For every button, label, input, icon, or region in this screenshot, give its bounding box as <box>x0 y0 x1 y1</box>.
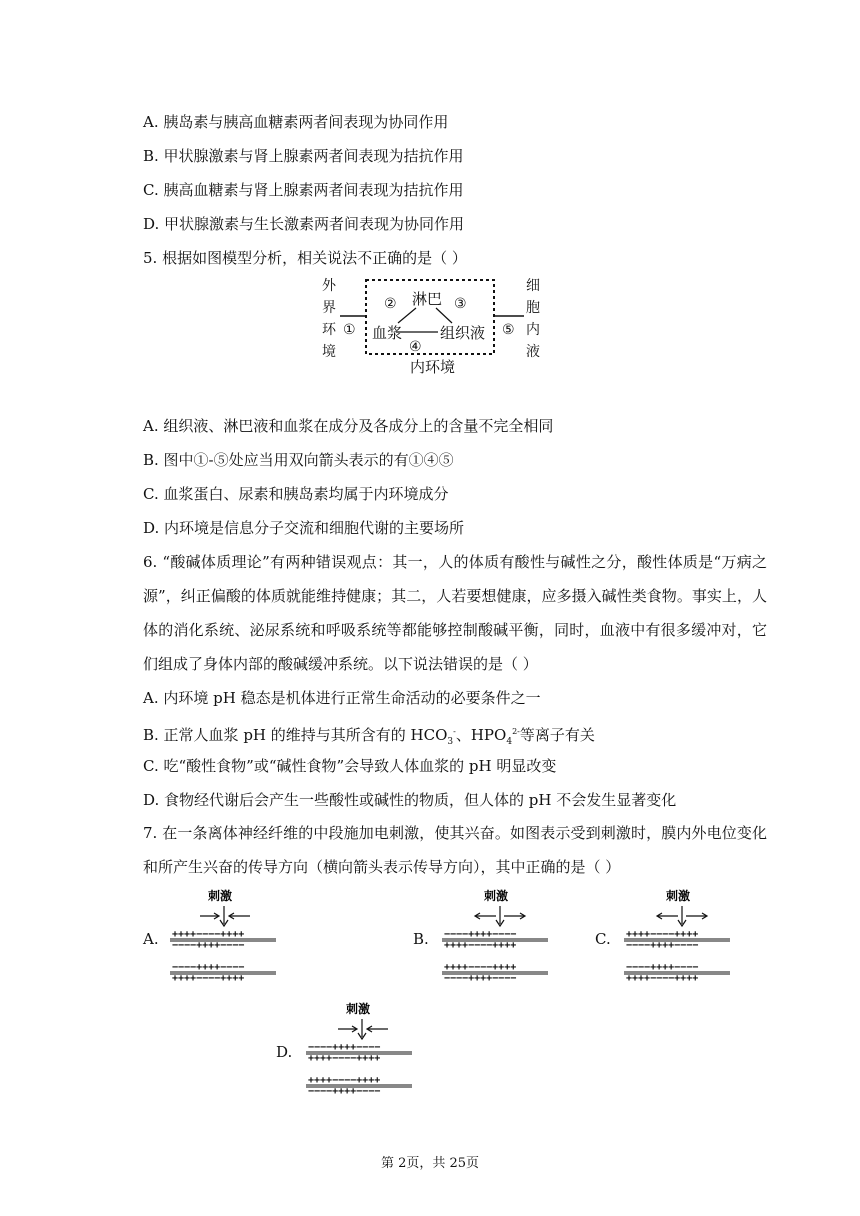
a-row-4: ++++−−−−++++ <box>172 973 245 984</box>
q6-option-b: B. 正常人血浆 pH 的维持与其所含有的 $HCO_3^-$、$HPO_4^{2-}$等离子有关 <box>143 726 595 747</box>
cell-label-2: 胞 <box>526 300 540 316</box>
q4-option-b: B. 甲状腺激素与肾上腺素两者间表现为拮抗作用 <box>143 147 464 165</box>
q6-stem: 6. “酸碱体质理论”有两种错误观点：其一，人的体质有酸性与碱性之分，酸性体质是“万病之源”，纠正偏酸的体质就能维持健康；其二，人若要想健康，应多摄入碱性类食物。事实上，人体的消化系统、泌尿系统和呼吸系统等都能够控制酸碱平衡，同时，血液中有很多缓冲对，它们组成了身体内部的酸碱缓冲系统。以下说法错误的是（ ） <box>143 553 767 673</box>
stim-label-d: 刺激 <box>346 1002 371 1016</box>
a-row-2: −−−−++++−−−− <box>172 940 245 951</box>
q5-option-a: A. 组织液、淋巴液和血浆在成分及各成分上的含量不完全相同 <box>143 417 554 435</box>
q4-option-d: D. 甲状腺激素与生长激素两者间表现为协同作用 <box>143 215 465 233</box>
b-row-1: −−−−++++−−−− <box>444 929 517 940</box>
inner-environment-label: 内环境 <box>410 358 456 376</box>
cell-label-4: 液 <box>526 344 540 360</box>
d-row-4: −−−−++++−−−− <box>308 1086 381 1097</box>
q4-option-c: C. 胰高血糖素与肾上腺素两者间表现为拮抗作用 <box>143 181 464 199</box>
plasma-label: 血浆 <box>372 324 403 342</box>
stim-label-a: 刺激 <box>208 889 233 903</box>
outer-label-2: 界 <box>322 300 336 316</box>
q5-option-d: D. 内环境是信息分子交流和细胞代谢的主要场所 <box>143 519 465 537</box>
num-5: ⑤ <box>502 322 515 338</box>
b-row-3: ++++−−−−++++ <box>444 962 517 973</box>
outer-label-3: 环 <box>322 322 336 338</box>
q5-option-b: B. 图中①-⑤处应当用双向箭头表示的有①④⑤ <box>143 451 454 469</box>
c-row-2: −−−−++++−−−− <box>626 940 699 951</box>
c-row-4: ++++−−−−++++ <box>626 973 699 984</box>
page-footer: 第 2页，共 25页 <box>380 1156 480 1171</box>
d-row-2: ++++−−−−++++ <box>308 1053 381 1064</box>
q7-label-c: C. <box>595 930 611 948</box>
q4-option-a: A. 胰岛素与胰高血糖素两者间表现为协同作用 <box>143 113 449 131</box>
q6-option-a: A. 内环境 pH 稳态是机体进行正常生命活动的必要条件之一 <box>143 689 541 707</box>
nerve-fiber-diagram-d <box>304 999 416 1103</box>
q7-label-d: D. <box>276 1043 293 1061</box>
q7-stem: 7. 在一条离体神经纤维的中段施加电刺激，使其兴奋。如图表示受到刺激时，膜内外电位变化和所产生兴奋的传导方向（横向箭头表示传导方向），其中正确的是（ ） <box>143 824 767 876</box>
cell-label-3: 内 <box>526 322 540 338</box>
num-4: ④ <box>409 339 422 355</box>
q7-label-a: A. <box>143 930 159 948</box>
q6-option-d: D. 食物经代谢后会产生一些酸性或碱性的物质，但人体的 pH 不会发生显著变化 <box>143 791 677 809</box>
outer-label-1: 外 <box>322 278 336 294</box>
c-row-1: ++++−−−−++++ <box>626 929 699 940</box>
q5-option-c: C. 血浆蛋白、尿素和胰岛素均属于内环境成分 <box>143 485 449 503</box>
q5-stem: 5. 根据如图模型分析，相关说法不正确的是（ ） <box>143 249 467 267</box>
num-1: ① <box>343 322 356 338</box>
num-3: ③ <box>454 296 467 312</box>
nerve-fiber-diagram-c <box>622 886 734 990</box>
d-row-1: −−−−++++−−−− <box>308 1042 381 1053</box>
b-row-4: −−−−++++−−−− <box>444 973 517 984</box>
tissue-fluid-label: 组织液 <box>440 324 486 342</box>
cell-label-1: 细 <box>526 278 540 294</box>
q6-option-c: C. 吃“酸性食物”或“碱性食物”会导致人体血浆的 pH 明显改变 <box>143 757 557 775</box>
q6-option-b-text: B. 正常人血浆 pH 的维持与其所含有的 HCO <box>143 726 448 744</box>
nerve-fiber-diagram-b <box>440 886 552 990</box>
d-row-3: ++++−−−−++++ <box>308 1075 381 1086</box>
stim-label-b: 刺激 <box>484 889 509 903</box>
internal-environment-diagram <box>318 274 548 378</box>
outer-label-4: 境 <box>322 344 336 360</box>
a-row-3: −−−−++++−−−− <box>172 962 245 973</box>
lymph-label: 淋巴 <box>412 290 443 308</box>
a-row-1: ++++−−−−++++ <box>172 929 245 940</box>
nerve-fiber-diagram-a <box>168 886 280 990</box>
q7-label-b: B. <box>413 930 429 948</box>
num-2: ② <box>384 296 397 312</box>
c-row-3: −−−−++++−−−− <box>626 962 699 973</box>
b-row-2: ++++−−−−++++ <box>444 940 517 951</box>
stim-label-c: 刺激 <box>666 889 691 903</box>
